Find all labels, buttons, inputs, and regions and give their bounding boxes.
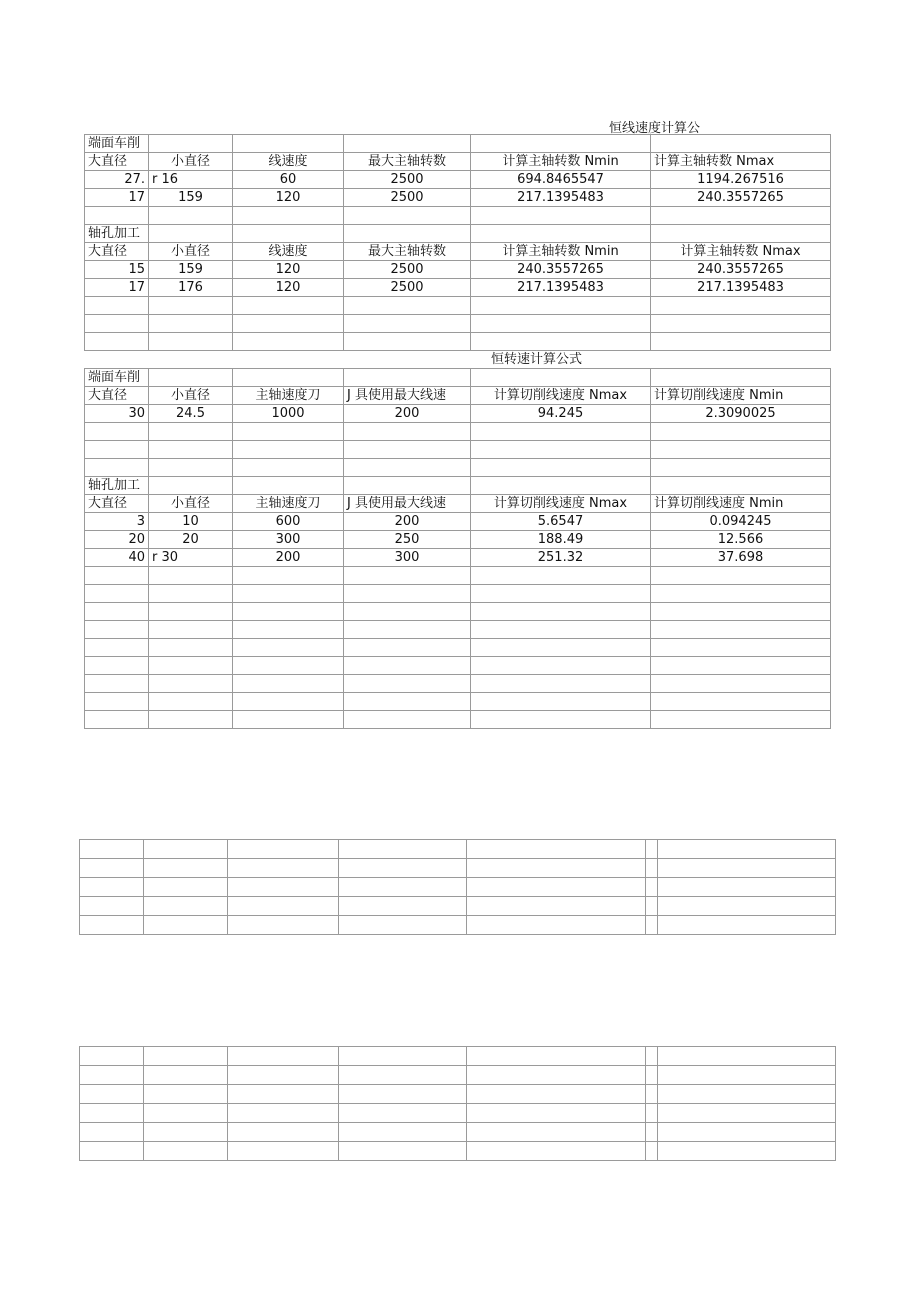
empty-row [85,459,831,477]
data-cell: 600 [233,513,344,531]
empty-row [80,1123,836,1142]
data-cell: 240.3557265 [651,261,831,279]
empty-row [85,657,831,675]
table-row [85,531,831,549]
section-row [85,477,831,495]
header-cell: 计算主轴转数 Nmin [471,243,651,261]
empty-row [80,1066,836,1085]
data-cell: 300 [233,531,344,549]
table-row [85,405,831,423]
blank-grid-1 [79,839,836,935]
data-cell: 240.3557265 [471,261,651,279]
header-cell: 计算切削线速度 Nmin [651,387,831,405]
data-cell: 1000 [233,405,344,423]
empty-row [85,675,831,693]
data-cell: 2.3090025 [651,405,831,423]
data-cell: 60 [233,171,344,189]
data-cell: 15 [85,261,149,279]
data-cell: 2500 [344,279,471,297]
data-cell: 2500 [344,171,471,189]
data-cell: 200 [233,549,344,567]
empty-row [85,441,831,459]
header-cell: 小直径 [149,153,233,171]
empty-row [80,1085,836,1104]
data-cell: 12.566 [651,531,831,549]
data-cell: 250 [344,531,471,549]
table-row [85,171,831,189]
data-cell: 217.1395483 [471,189,651,207]
header-cell: 计算切削线速度 Nmax [471,387,651,405]
header-row [85,153,831,171]
data-cell: 694.8465547 [471,171,651,189]
header-row [85,495,831,513]
table-row [85,549,831,567]
table-row [85,513,831,531]
header-cell: 大直径 [85,495,149,513]
data-cell: 0.094245 [651,513,831,531]
empty-row [85,639,831,657]
empty-row [85,711,831,729]
header-cell: 小直径 [149,495,233,513]
empty-row [85,207,831,225]
table-row [85,189,831,207]
data-cell: 120 [233,261,344,279]
section-row [85,225,831,243]
header-cell: 主轴速度刀 [233,387,344,405]
header-cell: 大直径 [85,153,149,171]
empty-row [85,567,831,585]
header-cell: 主轴速度刀 [233,495,344,513]
header-cell: 计算主轴转数 Nmax [651,243,831,261]
empty-row [80,1142,836,1161]
header-cell: J 具使用最大线速 [344,495,471,513]
empty-row [80,1047,836,1066]
header-cell: 小直径 [149,387,233,405]
header-cell: 小直径 [149,243,233,261]
data-cell: 20 [149,531,233,549]
section-label: 端面车削 [85,369,149,387]
data-cell: r 30 [149,549,233,567]
empty-row [85,585,831,603]
header-cell: 计算切削线速度 Nmin [651,495,831,513]
empty-row [80,916,836,935]
header-cell: J 具使用最大线速 [344,387,471,405]
data-cell: 251.32 [471,549,651,567]
data-cell: 188.49 [471,531,651,549]
data-cell: 120 [233,279,344,297]
data-cell: 159 [149,261,233,279]
header-cell: 线速度 [233,153,344,171]
data-cell: 2500 [344,261,471,279]
data-cell: 17 [85,279,149,297]
section-row [85,369,831,387]
blank-grid-2 [79,1046,836,1161]
empty-row [80,1104,836,1123]
empty-row [85,333,831,351]
header-row [85,387,831,405]
data-cell: 1194.267516 [651,171,831,189]
section-row [85,135,831,153]
data-cell: 37.698 [651,549,831,567]
data-cell: 217.1395483 [471,279,651,297]
data-cell: 176 [149,279,233,297]
title-constant-rpm: 恒转速计算公式 [471,351,831,369]
data-cell: 24.5 [149,405,233,423]
empty-row [80,897,836,916]
empty-row [85,621,831,639]
data-cell: 3 [85,513,149,531]
data-cell: 2500 [344,189,471,207]
title-constant-linear-speed: 恒线速度计算公 [609,121,701,136]
empty-row [85,315,831,333]
data-cell: 217.1395483 [651,279,831,297]
empty-row [85,297,831,315]
data-cell: 94.245 [471,405,651,423]
header-cell: 计算主轴转数 Nmax [651,153,831,171]
empty-row [85,603,831,621]
data-cell: 300 [344,549,471,567]
header-cell: 最大主轴转数 [344,153,471,171]
section-label: 端面车削 [85,135,149,153]
data-cell: 200 [344,513,471,531]
header-cell: 大直径 [85,387,149,405]
data-cell: 120 [233,189,344,207]
data-cell: 5.6547 [471,513,651,531]
section-title-row [85,351,831,369]
table-row [85,279,831,297]
empty-row [80,840,836,859]
header-cell: 线速度 [233,243,344,261]
header-cell: 大直径 [85,243,149,261]
section-label: 轴孔加工 [85,477,149,495]
main-spreadsheet [84,134,831,729]
empty-row [85,693,831,711]
header-cell: 计算切削线速度 Nmax [471,495,651,513]
data-cell: 10 [149,513,233,531]
empty-row [80,859,836,878]
header-cell: 计算主轴转数 Nmin [471,153,651,171]
header-row [85,243,831,261]
data-cell: 200 [344,405,471,423]
data-cell: 40 [85,549,149,567]
data-cell: r 16 [149,171,233,189]
data-cell: 159 [149,189,233,207]
section-label: 轴孔加工 [85,225,149,243]
data-cell: 27. [85,171,149,189]
data-cell: 240.3557265 [651,189,831,207]
data-cell: 20 [85,531,149,549]
header-cell: 最大主轴转数 [344,243,471,261]
data-cell: 30 [85,405,149,423]
empty-row [85,423,831,441]
empty-row [80,878,836,897]
data-cell: 17 [85,189,149,207]
table-row [85,261,831,279]
